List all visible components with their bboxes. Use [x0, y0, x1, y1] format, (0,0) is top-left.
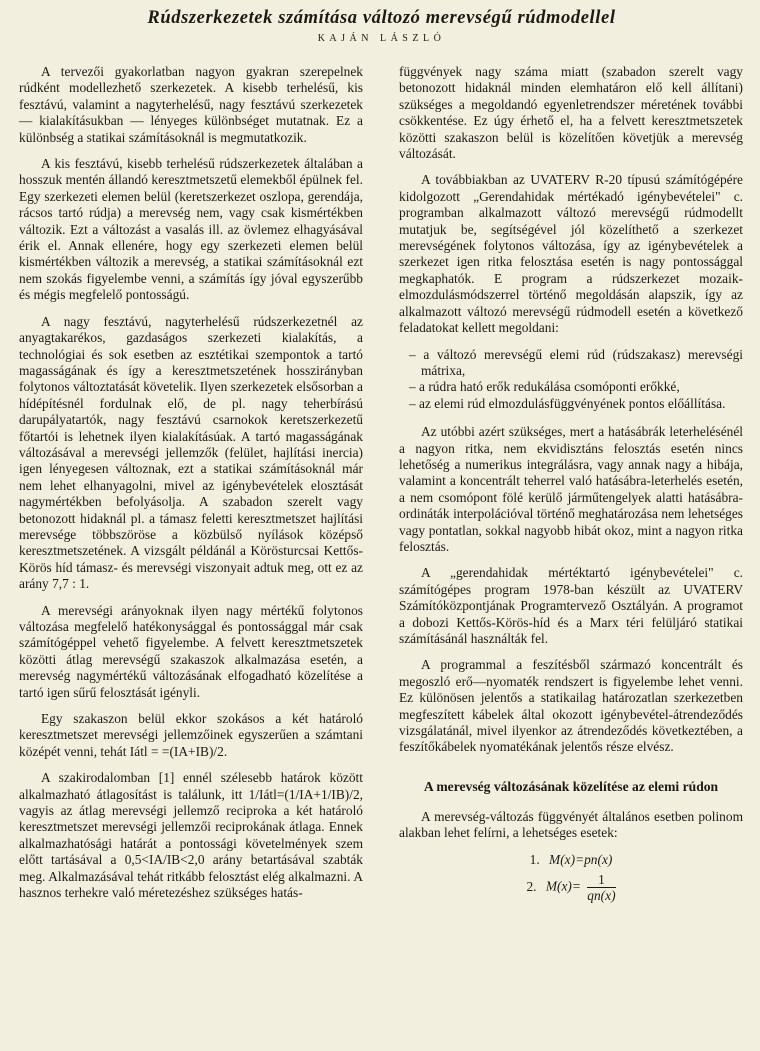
paragraph: A szakirodalomban [1] ennél szélesebb határok között alkalmazható átlagosítást is találunk, itt 1/Iátl=(1/IA+1/IB)/2, vagyis az átlag merevségi jellemző reciproka a két határoló keresztmetszet merevségi jellemzői reciprokának átlaga. Ennek alkalmazhatósági határát a pontossági követelmények szem előtt tartásával a 0,5<IA/IB<2,0 arány betartásával szabták meg. Alkalmazásával tehát ritkább felosztást elég alkalmazni. A hasznos terhekre való méretezéshez szükséges hatás- [19, 770, 363, 901]
fraction-numerator: 1 [587, 872, 615, 888]
paragraph: Egy szakaszon belül ekkor szokásos a két határoló keresztmetszet merevségi jellemzőinek egyszerűen a számtani középét venni, tehát Iátl = =(IA+IB)/2. [19, 711, 363, 759]
body-columns [19, 64, 743, 1049]
paragraph: A kis fesztávú, kisebb terhelésű rúdszerkezetek általában a hosszuk mentén állandó keresztmetszetű elemekből épülnek fel. Egy szerkezeti elemen belül (keretszerkezet oszlopa, gerendája, rácsos tartó rúdja) a merevség nem, vagy csak kismértékben változik. Ezt a változást a vasalás ill. az övlemez elhagyásával érik el. Annak ellenére, hogy egy szerkezeti elemen belül kismértékben változik a merevség, a statikai számításoknál ezt nem szokás figyelembe venni, a számítás így jóval egyszerűbb és mégis megfelelő pontosságú. [19, 156, 363, 303]
formula-number: 2. [526, 878, 537, 894]
paragraph: A továbbiakban az UVATERV R-20 típusú számítógépére kidolgozott „Gerendahidak mértékadó igénybevételei" c. programban alkalmazott változó merevségű rúdmodellt mutatjuk be, segítségével jól közelíthető a szerkezet merevségének folytonos változása, így az igénybevételek a szerkezet igen ritka felosztása esetén is nagy pontossággal megkaphatók. E program a rúdszerkezet mozaik-elmozdulásmódszerrel történő megoldásán alapszik, így az alkalmazott változó merevségű rúdmodell esetén a következő feladatokat kellett megoldani: [399, 172, 743, 336]
paragraph: A programmal a feszítésből származó koncentrált és megoszló erő—nyomaték rendszert is figyelembe lehet venni. Ez különösen jelentős a statikailag határozatlan szerkezetben megfeszített kábelek által okozott igénybevétel-átrendeződés vizsgálatánál, mivel ilyenkor az átrendeződés következtében, a feszítőkábelek nyomatékának jelentős része elvész. [399, 657, 743, 755]
list-item: – az elemi rúd elmozdulásfüggvényének pontos előállítása. [399, 396, 743, 412]
formula-lhs: M(x)= [545, 878, 581, 894]
paragraph: függvények nagy száma miatt (szabadon szerelt vagy betonozott hidaknál minden elemhatáron elő kell állítani) szükséges a megoldandó egyenletrendszer méretének további csökkentése. Ez úgy érhető el, ha a felvett keresztmetszetek közötti szakaszon belül is közelítően követjük a merevség változását. [399, 64, 743, 162]
formula-2 [399, 872, 743, 903]
fraction-denominator: qn(x) [587, 888, 616, 904]
task-list [399, 347, 743, 413]
article-title: Rúdszerkezetek számítása változó merevségű rúdmodellel [147, 8, 616, 28]
formula-number: 1. [529, 851, 540, 867]
list-item: – a rúdra ható erők redukálása csomóponti erőkké, [399, 379, 743, 395]
paragraph: A merevségi arányoknak ilyen nagy mértékű folytonos változása megfelelő hatékonysággal és pontossággal már csak számítógéppel vehető figyelembe. A felvett keresztmetszetek közötti átlag merevségű szakaszok alkalmazása esetén, a merevség nagymértékű változásának elfogadható közelítése a tartó igen sűrű felosztását igényli. [19, 602, 363, 700]
paragraph: A „gerendahidak mértéktartó igénybevételei" c. számítógépes program 1978-ban készült az UVATERV Számítóközpontjának Programtervező Osztályán. A programot a dobozi Kettős-Körös-híd és a Marx téri felüljáró statikai számításánál használták fel. [399, 565, 743, 646]
formula-expression: M(x)=pn(x) [549, 851, 613, 867]
paragraph: A tervezői gyakorlatban nagyon gyakran szerepelnek rúdként modellezhető szerkezetek. A kisebb terhelésű, kis fesztávú, valamint a nagyterhelésű, nagy fesztávú szerkezetek — kialakításukban — lényeges különbséget mutatnak. Ez a különbség a statikai számításoknál is megmutatkozik. [19, 64, 363, 145]
section-heading: A merevség változásának közelítése az elemi rúdon [423, 778, 719, 794]
paragraph: A merevség-változás függvényét általános esetben polinom alakban lehet felírni, a lehetséges esetek: [399, 808, 743, 841]
right-column [399, 64, 743, 907]
paragraph: A nagy fesztávú, nagyterhelésű rúdszerkezetnél az anyagtakarékos, gazdaságos szerkezeti kialakítás, a technológiai és sok esetben az esztétikai szempontok a tartó magasságának és így a keresztmetszetének hosszirányban folytonos változtatását követelik. Ilyen szerkezetek elsősorban a hídépítésnél fordulnak elő, de pl. nagy teherbírású darupályatartók, nagy fesztávú csarnokok keretszerkezetű főtartói is lehetnek ilyen kialakításúak. A tartó magasságának változásával a merevségi jellemzők (felület, hajlítási inercia) igen lényegesen változnak, ezt a statikai számításoknál már nem lehet elhanyagolni, mivel az igénybevételek elosztását nagymértékben befolyásolja. A szabadon szerelt vagy betonozott hidaknál pl. a támasz feletti keresztmetszet hajlítási merevsége többszöröse a közbülső nyílások középső keresztmetszetének. A vizsgált példánál a Körösturcsai Kettős-Körös híd támasz- és merevségi viszonyait adtuk meg, ott ez az arány 7,7 : 1. [19, 313, 363, 592]
author-name: KAJÁN LÁSZLÓ [317, 33, 446, 44]
paragraph: Az utóbbi azért szükséges, mert a hatásábrák leterhelésénél a nagyon ritka, nem ekvidisztáns felosztás esetén nincs lehetőség a numerikus integrálásra, vagy annak nagy a hibája, valamint a koncentrált teherrel való hatásábra-leterhelés esetén, a nem csomópont fölé kerülő járműtengelyek alatti hatásábra-ordináták interpolációval történő meghatározása nem lehetséges vagy pontatlan, sokkal nagyobb hibát okoz, mint a nagyon ritka felosztás. [399, 424, 743, 554]
formula-1 [399, 852, 743, 868]
list-item: – a változó merevségű elemi rúd (rúdszakasz) merevségi mátrixa, [399, 347, 743, 380]
fraction [587, 872, 615, 903]
left-column [19, 64, 363, 912]
